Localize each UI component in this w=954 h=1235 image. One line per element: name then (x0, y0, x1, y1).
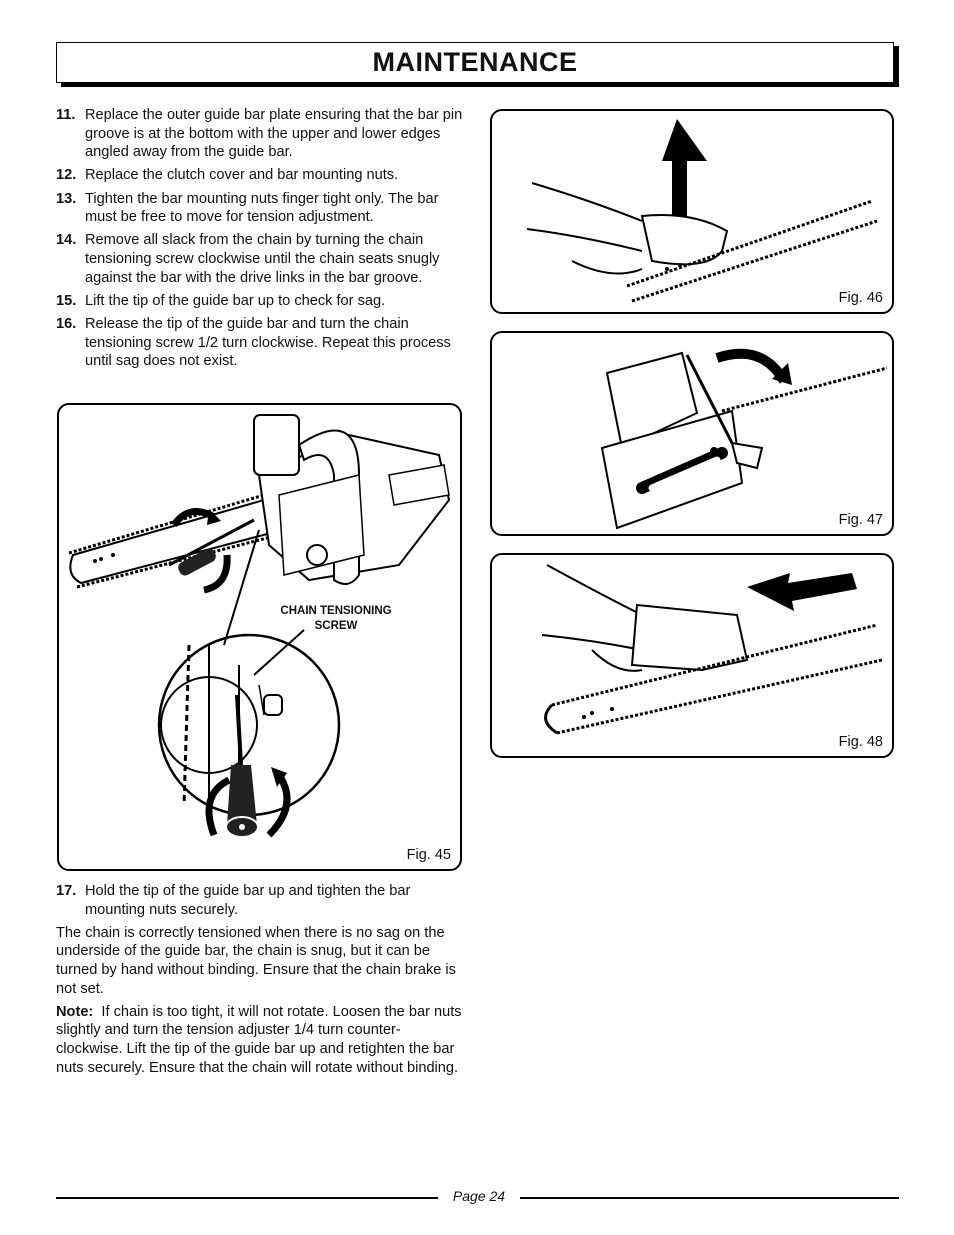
step-text: Lift the tip of the guide bar up to check for sag. (85, 292, 386, 309)
step-15 (56, 292, 466, 311)
section-header (56, 42, 894, 83)
lift-bar-tip-illustration (492, 111, 891, 311)
figure-47 (490, 331, 894, 536)
note-label: Note: (56, 1003, 94, 1020)
page-footer (56, 1188, 899, 1208)
step-number: 11. (56, 107, 76, 123)
step-number: 17. (56, 883, 77, 899)
figure-46 (490, 109, 894, 314)
page-number: Page 24 (452, 1188, 506, 1204)
step-text: Tighten the bar mounting nuts finger tight only. The bar must be free to move for tension adjustment. (85, 190, 439, 226)
chainsaw-tensioning-illustration (59, 405, 459, 868)
step-12 (56, 166, 466, 185)
footer-rule-left (56, 1197, 438, 1199)
step-number: 14. (56, 232, 77, 249)
step-number: 15. (56, 292, 77, 309)
step-17 (56, 882, 466, 919)
step-text: Release the tip of the guide bar and turn the chain tensioning screw 1/2 turn clockwise. Repeat this process until sag does not exist. (85, 315, 451, 370)
callout-line-1: CHAIN TENSIONING (280, 605, 392, 617)
callout-line-2: SCREW (314, 620, 358, 632)
step-text: Remove all slack from the chain by turning the chain tensioning screw clockwise until the chain seats snugly against the bar with the drive links in the bar groove. (85, 232, 440, 286)
figure-label: Fig. 45 (406, 847, 451, 863)
step-text: Hold the tip of the guide bar up and tighten the bar mounting nuts securely. (85, 883, 411, 918)
step-number: 13. (56, 190, 77, 207)
step-number: 16. (56, 315, 77, 332)
step-16 (56, 315, 466, 371)
tension-paragraph: The chain is correctly tensioned when there is no sag on the underside of the guide bar, the chain is snug, but it can be turned by hand without binding. Ensure that the chain brake is not set. (56, 924, 456, 997)
step-13 (56, 190, 466, 227)
figure-label: Fig. 46 (838, 290, 883, 306)
footer-rule-right (520, 1197, 899, 1199)
turn-tensioning-screw-illustration (492, 333, 891, 533)
callout-chain-tensioning-screw (271, 604, 401, 634)
step-11 (56, 106, 466, 162)
note-text: If chain is too tight, it will not rotate. Loosen the bar nuts slightly and turn the tension adjuster 1/4 turn counter-clockwise. Lift the tip of the guide bar up and retighten the bar nuts securely. Ensure that the chain will rotate without binding. (56, 1003, 462, 1076)
page-title: MAINTENANCE (372, 47, 578, 77)
figure-45 (57, 403, 462, 871)
closing-text (56, 882, 466, 1082)
step-14 (56, 231, 466, 287)
pull-chain-check-illustration (492, 555, 891, 755)
steps-list (56, 106, 466, 375)
figure-label: Fig. 48 (838, 734, 883, 750)
note-paragraph (56, 1003, 466, 1077)
step-text: Replace the clutch cover and bar mounting nuts. (85, 167, 399, 184)
figure-48 (490, 553, 894, 758)
figure-label: Fig. 47 (838, 512, 883, 528)
step-text: Replace the outer guide bar plate ensuring that the bar pin groove is at the bottom with the upper and lower edges angled away from the guide bar. (85, 107, 463, 161)
step-number: 12. (56, 167, 77, 184)
